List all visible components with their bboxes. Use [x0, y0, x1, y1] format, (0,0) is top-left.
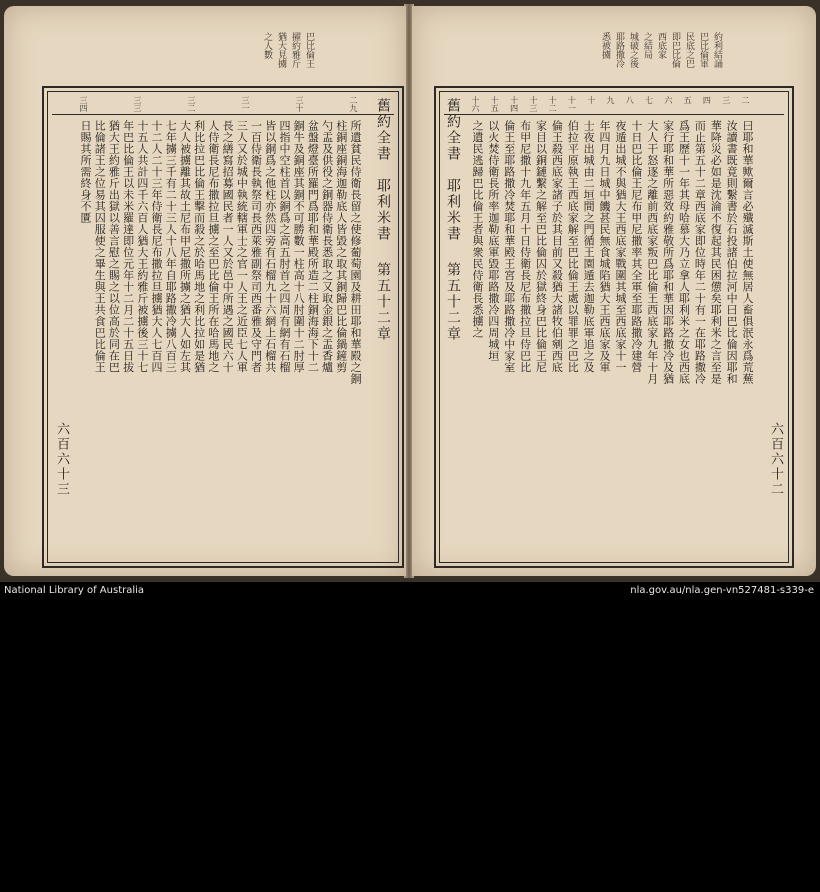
left-chapter: 第五十二章 — [375, 262, 391, 342]
line-number: 三二 — [187, 96, 196, 112]
text-column: 猶大王約雅斤出獄以善言慰之賜之以位高於同在巴 — [107, 120, 121, 373]
line-number: 十二 — [548, 96, 558, 112]
text-column: 皆以銅爲之他柱亦然四旁有石榴九十六網上石榴共 — [263, 120, 277, 373]
text-column: 爲王歷十一年其母哈慕大乃立拿人耶利米之女也西底 — [677, 120, 691, 385]
marginal-note: 耶路撒冷 — [614, 32, 624, 68]
text-column: 布甲尼撒十九年五月十日侍衛長尼布撒拉旦侍巴比 — [518, 120, 532, 373]
right-running-head: 舊約全書 耶利米書 — [445, 98, 461, 242]
text-column: 夜遁出城不與猶大王西底家戰圍其城至西底家十一 — [613, 120, 627, 373]
marginal-note: 猶大見擄 — [276, 32, 286, 68]
text-column: 十五人共計四千六百人猶大王約雅斤被擄後三十七 — [135, 120, 149, 373]
text-column: 銅牛及銅座其銅不可勝數一柱高十八肘圍十二肘厚 — [292, 120, 306, 373]
line-number: 十 — [586, 96, 596, 104]
right-header-rule — [444, 114, 784, 115]
marginal-note: 巴比倫王 — [304, 32, 314, 68]
line-number: 十五 — [490, 96, 500, 112]
marginal-note: 悉被擄 — [600, 32, 610, 59]
footer-library-name: National Library of Australia — [4, 585, 145, 596]
text-column: 所遺貧民侍衛長留之使修葡萄園及耕田耶和華殿之銅 — [349, 120, 362, 385]
text-column: 倫王殺西底家諸子於其目前又殺猶大諸牧伯剜西底 — [550, 120, 564, 373]
text-column: 年巴比倫王以未米羅達即位元年十二月二十五日拔 — [121, 120, 135, 373]
line-number: 三一 — [241, 96, 250, 112]
marginal-note: 約利結誦 — [712, 32, 722, 68]
text-column: 盆盤燈臺所羅門爲耶和華殿所造二柱銅海海下十二 — [306, 120, 320, 373]
line-number: 十三 — [528, 96, 538, 112]
text-column: 三人又於城中執統轄軍士之官一人王之近臣七人軍 — [235, 120, 249, 373]
line-number: 二九 — [349, 96, 358, 112]
footer-identifier: nla.gov.au/nla.gen-vn527481-s339-e — [630, 585, 814, 596]
line-number: 三四 — [79, 96, 88, 112]
line-number: 三 — [721, 96, 731, 104]
line-number: 九 — [606, 96, 615, 104]
text-column: 大人被擄離其故土尼布甲尼撒所擄之猶大人如左其 — [178, 120, 192, 373]
marginal-note: 巴比倫軍 — [698, 32, 708, 68]
text-column: 以火焚侍衛長所率迦勒底軍毀耶路撒冷四周城垣 — [486, 120, 500, 362]
text-column: 華降災必如是沈淪不復起其民困憊矣耶利米之言至是 — [709, 120, 723, 385]
right-chapter: 第五十二章 — [445, 262, 461, 342]
text-column: 之遺民逃歸巴比倫王者與衆民侍衛長悉擄之 — [471, 120, 484, 339]
text-column: 人侍衛長尼布撒拉旦擄之至巴比倫王所在哈馬地之 — [206, 120, 220, 373]
line-number: 六 — [663, 96, 673, 104]
text-column: 柱銅座銅海迦勒底人皆毀之取其銅歸巴比倫鍋鏟剪 — [334, 120, 348, 373]
marginal-note: 擢約雅斤 — [290, 32, 300, 68]
line-number: 四 — [702, 96, 712, 104]
text-column: 倫王至耶路撒冷焚耶和華殿王宮及耶路撒冷中家室 — [502, 120, 516, 373]
line-number: 七 — [644, 96, 654, 104]
line-number: 三三 — [133, 96, 142, 112]
text-column: 汝讀書既竟則繫書於石投諸伯拉河中曰巴比倫因耶和 — [725, 120, 739, 385]
footer-bar — [0, 582, 820, 600]
left-page-number: 六百六十三 — [54, 422, 69, 497]
text-column: 曰耶和華歟爾言必殲滅斯土使無居人畜俱泯永爲荒蕪 — [741, 120, 754, 385]
text-column: 十日巴比倫王尼布甲尼撒率其全軍至耶路撒冷建營 — [629, 120, 643, 373]
text-column: 長之繕寫招募國民者一人又於邑中所遇之國民六十 — [221, 120, 235, 373]
text-column: 勺盂及供役之銅器侍衛長悉取之又取金銀之盂香爐 — [320, 120, 334, 373]
text-column: 一百侍衛長執祭司長西萊雅副祭司西番雅及守門者 — [249, 120, 263, 373]
right-text-frame — [434, 86, 794, 568]
text-column: 四指中空柱首以銅爲之高五肘首之四周有網有石榴 — [277, 120, 291, 373]
text-column: 而止第五十二章西底家即位時年二十有一在耶路撒冷 — [693, 120, 707, 385]
line-number: 八 — [625, 96, 635, 104]
line-number: 十一 — [567, 96, 577, 112]
text-column: 家行耶和華所惡效約雅敬所爲耶和華因耶路撒冷及猶 — [661, 120, 675, 385]
text-column: 比倫諸王之位易其囚服使之畢生與王共食巴比倫王 — [93, 120, 107, 373]
marginal-note: 之人數 — [262, 32, 272, 59]
text-column: 十二人二十三年侍衛長尼布撒拉旦擄猶大人七百四 — [150, 120, 164, 373]
text-column: 七年擄三千有二十三人十八年自耶路撒冷擄八百三 — [164, 120, 178, 373]
line-number: 十六 — [471, 96, 480, 112]
left-text-frame — [42, 86, 404, 568]
text-column: 士夜出城由二垣間之門循王園遁去迦勒底軍追之及 — [582, 120, 596, 373]
left-inner-frame — [47, 91, 399, 563]
right-page — [412, 6, 816, 576]
text-column: 大人干怒逐之離前西底家叛巴比倫王西底家九年十月 — [645, 120, 659, 385]
left-header-rule — [52, 114, 394, 115]
text-column: 利比拉巴比倫王擊而殺之於哈馬地之利比拉如是猶 — [192, 120, 206, 373]
marginal-note: 民底之巴 — [684, 32, 694, 68]
line-number: 十四 — [509, 96, 519, 112]
text-column: 日賜其所需終身不匱 — [79, 120, 92, 224]
line-number: 三十 — [295, 96, 304, 112]
marginal-note: 即巴比倫 — [670, 32, 680, 68]
text-column: 家目以銅鏈繫之解至巴比倫囚於獄終身巴比倫王尼 — [534, 120, 548, 373]
marginal-note: 西底家 — [656, 32, 666, 59]
left-running-head: 舊約全書 耶利米書 — [375, 98, 391, 242]
line-number: 五 — [683, 96, 693, 104]
marginal-note: 之結局 — [642, 32, 652, 59]
text-column: 年四月九日城中饑甚民無食城陷猶大王西底家及軍 — [598, 120, 612, 373]
line-number: 二 — [741, 96, 750, 104]
right-inner-frame — [439, 91, 789, 563]
left-page — [4, 6, 406, 576]
text-column: 伯拉平原執王西底家解至巴比倫王處以罪罪之巴比 — [566, 120, 580, 373]
right-page-number: 六百六十二 — [768, 422, 783, 497]
marginal-note: 城破之後 — [628, 32, 638, 68]
